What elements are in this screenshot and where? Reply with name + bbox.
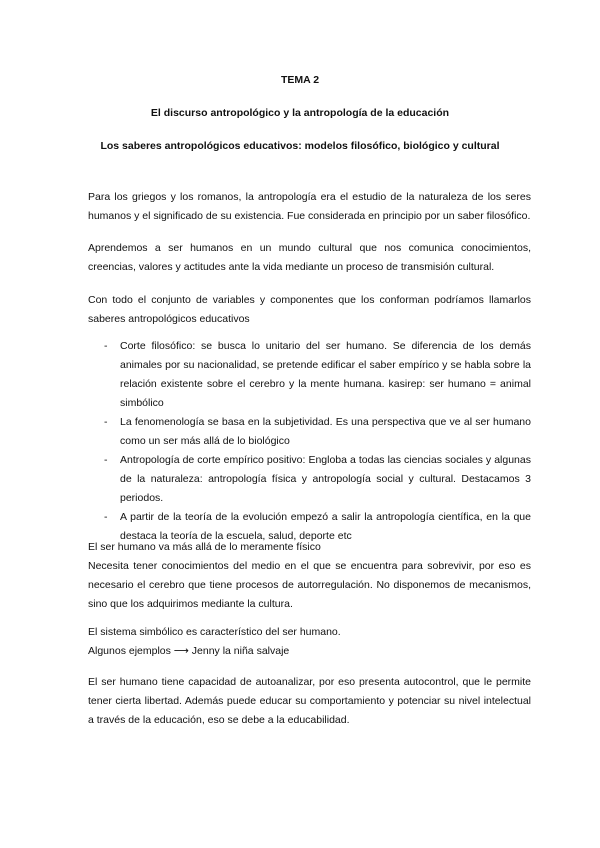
document-title: El discurso antropológico y la antropología de la educación bbox=[150, 107, 450, 119]
paragraph-self-analysis: El ser humano tiene capacidad de autoanalizar, por eso presenta autocontrol, que le permite tener cierta libertad. Además puede educar su comportamiento y potenciar su nivel intelectual a través de la educación, eso se debe a la educabilidad. bbox=[88, 676, 531, 726]
paragraph-educational-knowledge: Con todo el conjunto de variables y componentes que los conforman podríamos llamarlos saberes antropológicos educativos bbox=[88, 294, 531, 325]
section-physical-line: El ser humano va más allá de lo meramente físico bbox=[88, 541, 321, 553]
section-symbolic-line2: Algunos ejemplos ⟶ Jenny la niña salvaje bbox=[88, 645, 290, 657]
section-symbolic-line1: El sistema simbólico es característico del ser humano. bbox=[88, 626, 341, 638]
list-item bbox=[88, 337, 531, 413]
list-item-text: Corte filosófico: se busca lo unitario del ser humano. Se diferencia de los demás animales por su nacionalidad, se pretende edificar el saber empírico y se habla sobre la relación existente sobre el cerebro y la mente humana. kasirep: ser humano = animal simbólico bbox=[120, 340, 531, 409]
list-item-text: La fenomenología se basa en la subjetividad. Es una perspectiva que ve al ser humano como un ser más allá de lo biológico bbox=[120, 416, 531, 447]
list-item bbox=[88, 413, 531, 451]
section-physical-body: Necesita tener conocimientos del medio en el que se encuentra para sobrevivir, por eso es necesario el cerebro que tiene procesos de autorregulación. No disponemos de mecanismos, sino que los adquirimos mediante la cultura. bbox=[88, 560, 531, 610]
list-item-text: Antropología de corte empírico positivo: Engloba a todas las ciencias sociales y algunas de la naturaleza: antropología física y antropología social y cultural. Destacamos 3 periodos. bbox=[120, 454, 531, 504]
paragraph-cultural-learning: Aprendemos a ser humanos en un mundo cultural que nos comunica conocimientos, creencias, valores y actitudes ante la vida mediante un proceso de transmisión cultural. bbox=[88, 242, 531, 273]
topic-heading: TEMA 2 bbox=[280, 74, 320, 86]
section-physical bbox=[88, 538, 531, 614]
bullet-list bbox=[88, 337, 531, 546]
bullet-dash: - bbox=[104, 340, 108, 352]
document-subtitle: Los saberes antropológicos educativos: modelos filosófico, biológico y cultural bbox=[100, 140, 500, 152]
list-item bbox=[88, 451, 531, 508]
bullet-dash: - bbox=[104, 416, 108, 428]
section-symbolic bbox=[88, 623, 531, 661]
bullet-dash: - bbox=[104, 454, 108, 466]
list-item-text: A partir de la teoría de la evolución empezó a salir la antropología científica, en la que destaca la teoría de la escuela, salud, deporte etc bbox=[120, 511, 531, 542]
bullet-dash: - bbox=[104, 511, 108, 523]
paragraph-greeks-romans: Para los griegos y los romanos, la antropología era el estudio de la naturaleza de los seres humanos y el significado de su existencia. Fue considerada en principio por un saber filosófico. bbox=[88, 191, 531, 222]
